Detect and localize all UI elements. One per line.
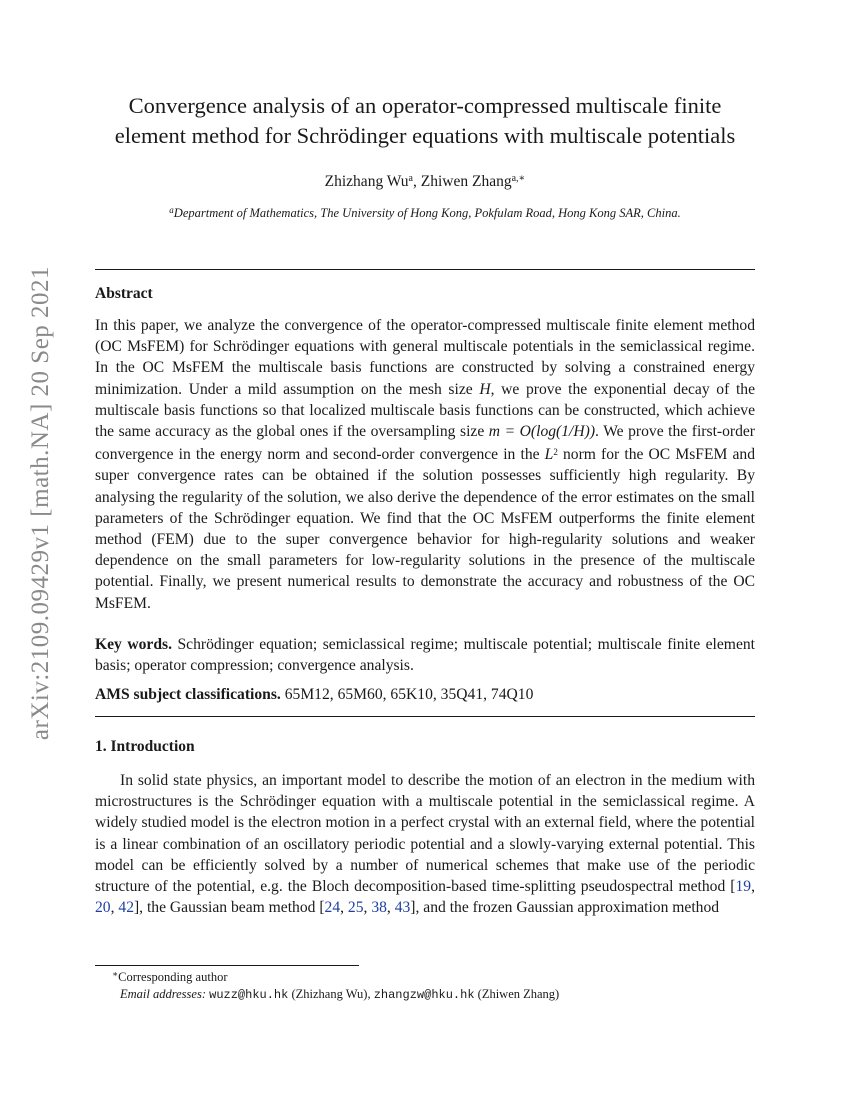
math-symbol: H	[479, 380, 491, 398]
arxiv-identifier-stamp: arXiv:2109.09429v1 [math.NA] 20 Sep 2021	[27, 265, 54, 741]
abstract-text-part: In this paper, we analyze the convergence of the operator-compressed multiscale finite element method (OC MsFEM) for Schrödinger equations with general multiscale potentials in the semiclassical regime. In the OC MsFEM the multiscale basis functions are constructed by solving a constrained energy minimization. Under a mild assumption on the mesh size	[95, 317, 755, 398]
math-superscript: 2	[553, 447, 558, 458]
citation-separator: ,	[340, 899, 348, 917]
abstract-bottom-rule	[95, 716, 755, 717]
footnote-corresponding-text: Corresponding author	[118, 970, 228, 984]
title-line-2: element method for Schrödinger equations with multiscale potentials	[114, 123, 736, 148]
ams-text: 65M12, 65M60, 65K10, 35Q41, 74Q10	[280, 686, 534, 703]
footnote-mark: ∗	[112, 969, 119, 979]
author-separator: ,	[413, 173, 421, 190]
abstract-text-part: . We prove the first-order convergence in the energy norm and second-order convergence in the	[95, 423, 755, 464]
math-symbol: L	[544, 446, 554, 464]
intro-text-part: In solid state physics, an important model to describe the motion of an electron in the medium with microstructures is the Schrödinger equation with a multiscale potential in the semiclassical regime. A widely studied model is the electron motion in a perfect crystal with an external field, where the potential is a linear combination of an oscillatory periodic potential and a slowly-varying external potential. This model can be efficiently solved by a number of numerical schemes that make use of the periodic structure of the potential, e.g. the Bloch decomposition-based time-splitting pseudospectral method [	[95, 772, 755, 896]
author-name: Zhizhang Wu	[324, 173, 409, 190]
email-link[interactable]: wuzz@hku.hk	[209, 988, 289, 1002]
paper-title	[60, 91, 790, 151]
email-owner: (Zhiwen Zhang)	[474, 987, 560, 1001]
author-affiliation-mark: a	[408, 173, 413, 184]
keywords	[95, 634, 755, 676]
email-owner: (Zhizhang Wu),	[288, 987, 374, 1001]
citation-link[interactable]: 24	[324, 899, 341, 917]
footnote-corresponding	[112, 969, 227, 985]
abstract-text	[95, 315, 755, 614]
author-affiliation-mark: a,∗	[511, 173, 526, 184]
introduction-heading: 1. Introduction	[95, 738, 195, 755]
intro-text-part: ], the Gaussian beam method [	[133, 899, 325, 917]
math-expression: m = O(log(1/H))	[488, 423, 596, 441]
title-line-1: Convergence analysis of an operator-compressed multiscale finite	[128, 93, 722, 118]
citation-link[interactable]: 25	[347, 899, 364, 917]
author-list	[60, 173, 790, 191]
intro-text-part: ], and the frozen Gaussian approximation method	[410, 899, 720, 917]
email-label: Email addresses:	[120, 987, 206, 1001]
citation-separator: ,	[363, 899, 372, 917]
footnote-rule	[95, 965, 359, 966]
email-link[interactable]: zhangzw@hku.hk	[373, 988, 475, 1002]
footnote-emails	[120, 987, 559, 1002]
citation-link[interactable]: 43	[394, 899, 411, 917]
affiliation	[60, 205, 790, 221]
abstract-text-part: norm for the OC MsFEM and super convergence rates can be obtained if the solution possesses sufficiently high regularity. By analysing the regularity of the solution, we also derive the dependence of the error estimates on the small parameters of the Schrödinger equation. We find that the OC MsFEM outperforms the finite element method (FEM) due to the super convergence behavior for high-regularity solutions and weaker dependence on the small parameters for low-regularity solutions in the presence of the multiscale potential. Finally, we present numerical results to demonstrate the accuracy and robustness of the OC MsFEM.	[95, 446, 755, 612]
citation-separator: ,	[386, 899, 395, 917]
affiliation-text: Department of Mathematics, The University of Hong Kong, Pokfulam Road, Hong Kong SAR, China.	[173, 206, 681, 220]
author-name: Zhiwen Zhang	[420, 173, 512, 190]
abstract-text-part: , we prove the exponential decay of the multiscale basis functions so that localized multiscale basis functions can be constructed, which achieve the same accuracy as the global ones if the oversampling size	[95, 380, 755, 441]
citation-link[interactable]: 42	[118, 899, 134, 917]
introduction-text	[95, 770, 755, 918]
abstract-heading: Abstract	[95, 285, 153, 302]
citation-separator: ,	[110, 899, 119, 917]
keywords-label: Key words.	[95, 636, 172, 653]
affiliation-mark: a	[169, 205, 174, 215]
keywords-text: Schrödinger equation; semiclassical regime; multiscale potential; multiscale finite element basis; operator compression; convergence analysis.	[95, 636, 755, 675]
ams-label: AMS subject classifications.	[95, 686, 281, 703]
ams-classifications	[95, 684, 755, 705]
citation-link[interactable]: 19	[735, 878, 752, 896]
abstract-top-rule	[95, 269, 755, 270]
citation-link[interactable]: 20	[95, 899, 111, 917]
citation-link[interactable]: 38	[371, 899, 387, 917]
citation-separator: ,	[751, 878, 755, 896]
